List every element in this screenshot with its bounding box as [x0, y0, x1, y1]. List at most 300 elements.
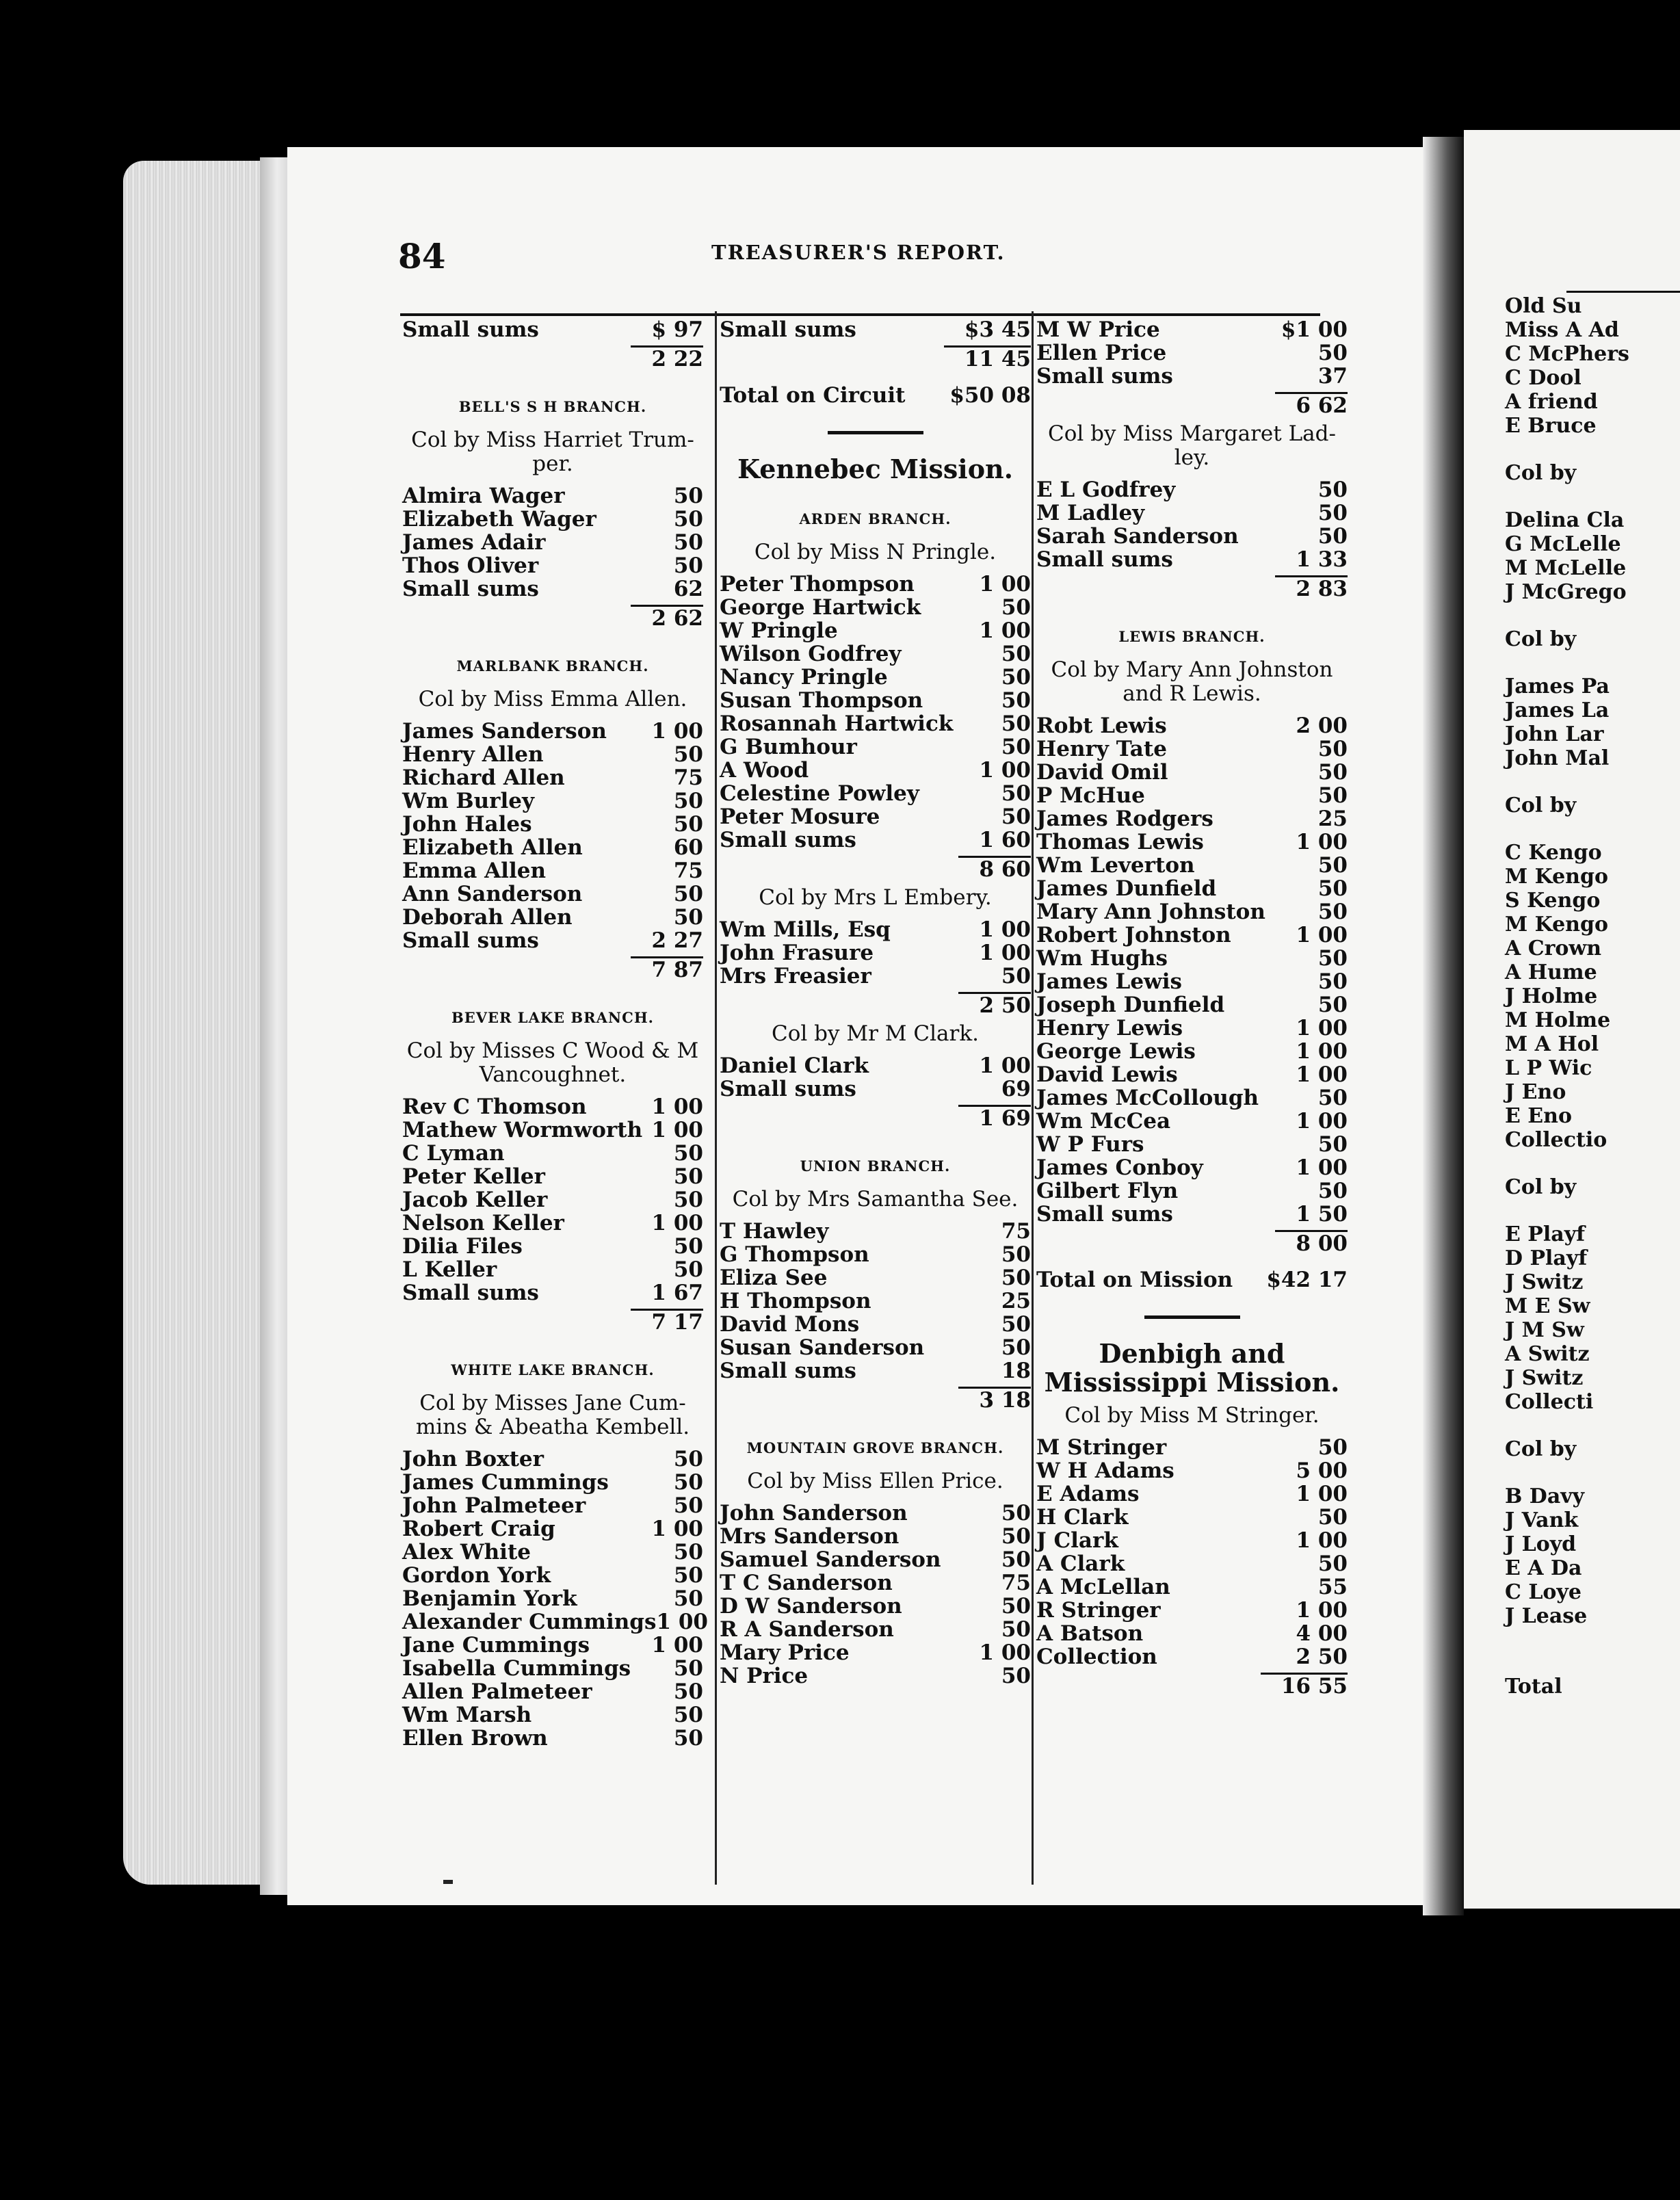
ledger-row [402, 1657, 703, 1680]
entry-amount: 50 [1001, 665, 1031, 690]
ledger-row [402, 1095, 703, 1118]
ledger-row [1036, 947, 1348, 970]
ledger-row [402, 1634, 703, 1657]
right-page-line: Collecti [1505, 1390, 1594, 1414]
entry-name: Wm Mills, Esq [720, 917, 891, 942]
subtotal-amount: 7 17 [631, 1309, 703, 1335]
entry-amount: 62 [673, 577, 703, 601]
right-page-line: L P Wic [1505, 1056, 1592, 1080]
ledger-row [720, 712, 1031, 735]
ledger-row [402, 1703, 703, 1727]
entry-name: Henry Lewis [1036, 1016, 1183, 1040]
entry-amount: 1 00 [651, 1517, 703, 1541]
ledger-row [402, 1517, 703, 1541]
right-page-line: C Loye [1505, 1580, 1581, 1604]
ledger-row [402, 1494, 703, 1517]
ledger-row [1036, 501, 1348, 525]
right-page-line: J Vank [1505, 1508, 1579, 1532]
entry-amount: 1 00 [1296, 1528, 1348, 1553]
ledger-row [402, 766, 703, 789]
right-page-line: E Bruce [1505, 414, 1597, 438]
entry-amount: $42 17 [1266, 1268, 1348, 1292]
ledger-row [1036, 1575, 1348, 1599]
entry-amount: 1 00 [1296, 923, 1348, 947]
column-2 [720, 318, 1031, 1688]
ledger-row [1036, 737, 1348, 761]
mission-heading: Kennebec Mission. [737, 454, 1013, 484]
entry-amount: 75 [673, 765, 703, 790]
entry-name: R A Sanderson [720, 1617, 894, 1642]
entry-amount: 50 [673, 1493, 703, 1518]
entry-name: John Sanderson [720, 1501, 908, 1525]
subtotal-amount: 1 69 [958, 1105, 1031, 1131]
collector-line: Col by Mrs Samantha See. [732, 1187, 1019, 1212]
entry-name: M Ladley [1036, 501, 1145, 525]
entry-name: Peter Keller [402, 1164, 545, 1189]
right-page-line: Col by [1505, 1175, 1577, 1199]
entry-amount: 1 00 [979, 758, 1031, 783]
entry-amount: 50 [1317, 783, 1348, 808]
entry-amount: 25 [1001, 1289, 1031, 1313]
right-page-line: Old Su [1505, 294, 1582, 318]
collector-line: Col by Mrs L Embery. [759, 885, 992, 910]
right-page-line: Miss A Ad [1505, 318, 1619, 342]
entry-amount: 50 [1317, 946, 1348, 971]
entry-name: A McLellan [1036, 1575, 1170, 1599]
entry-amount: 1 00 [979, 917, 1031, 942]
right-page-line: C Dool [1505, 366, 1581, 390]
entry-amount: 50 [1001, 1524, 1031, 1549]
entry-name: David Mons [720, 1312, 860, 1337]
entry-amount: 4 00 [1296, 1621, 1348, 1646]
subtotal-row [720, 852, 1031, 882]
ledger-row [1036, 970, 1348, 993]
entry-amount: 2 50 [1296, 1645, 1348, 1669]
entry-amount: 1 00 [1296, 1598, 1348, 1623]
ledger-row [1036, 525, 1348, 548]
entry-amount: 1 00 [1296, 1039, 1348, 1064]
entry-name: E L Godfrey [1036, 477, 1176, 502]
subtotal-row [1036, 1226, 1348, 1256]
entry-amount: 50 [673, 1141, 703, 1166]
entry-name: Small sums [720, 828, 856, 852]
entry-name: John Frasure [720, 941, 874, 965]
ledger-row [402, 1680, 703, 1703]
subtotal-row [720, 341, 1031, 371]
entry-name: Joseph Dunfield [1036, 993, 1225, 1017]
ledger-row [720, 689, 1031, 712]
section-rule [828, 431, 923, 434]
subtotal-amount: 16 55 [1261, 1673, 1348, 1699]
entry-name: Thos Oliver [402, 553, 539, 578]
ledger-row [1036, 1086, 1348, 1110]
ledger-row [720, 666, 1031, 689]
branch-heading: MOUNTAIN GROVE BRANCH. [746, 1439, 1004, 1456]
entry-amount: $3 45 [964, 317, 1031, 342]
entry-name: Mathew Wormworth [402, 1118, 643, 1142]
entry-amount: 50 [1317, 341, 1348, 365]
ledger-row [1036, 1110, 1348, 1133]
ledger-row [1036, 318, 1348, 341]
entry-name: Jane Cummings [402, 1633, 590, 1658]
ledger-row [402, 1587, 703, 1610]
entry-amount: 50 [1317, 876, 1348, 901]
subtotal-row [720, 988, 1031, 1018]
entry-name: David Omil [1036, 760, 1168, 785]
right-page-line: G McLelle [1505, 532, 1621, 556]
entry-name: Allen Palmeteer [402, 1679, 592, 1704]
subtotal-row [402, 952, 703, 982]
entry-name: Rev C Thomson [402, 1095, 587, 1119]
entry-name: A Batson [1036, 1621, 1144, 1646]
entry-amount: 50 [1317, 524, 1348, 549]
entry-name: Robert Craig [402, 1517, 555, 1541]
entry-amount: 50 [673, 1164, 703, 1189]
ink-mark [443, 1880, 453, 1884]
spacer [1505, 770, 1629, 794]
entry-name: Benjamin York [402, 1586, 577, 1611]
ledger-row [720, 318, 1031, 341]
entry-amount: $50 08 [949, 383, 1031, 408]
entry-amount: 50 [1001, 595, 1031, 620]
collector-line: Col by Miss Ellen Price. [747, 1469, 1003, 1493]
ledger-row [402, 1212, 703, 1235]
entry-name: John Hales [402, 812, 532, 837]
ledger-row [402, 1235, 703, 1258]
entry-name: Emma Allen [402, 859, 546, 883]
ledger-row [402, 813, 703, 836]
entry-amount: 50 [673, 905, 703, 930]
entry-amount: 50 [673, 1586, 703, 1611]
subtotal-row [1036, 571, 1348, 601]
entry-amount: 50 [673, 1257, 703, 1282]
entry-name: T C Sanderson [720, 1571, 893, 1595]
subtotal-row [1036, 1668, 1348, 1699]
entry-amount: 50 [1001, 1266, 1031, 1290]
subtotal-amount: 2 83 [1275, 575, 1348, 601]
entry-amount: 50 [1317, 1551, 1348, 1576]
subtotal-amount: 3 18 [958, 1387, 1031, 1413]
ledger-row [720, 642, 1031, 666]
entry-amount: 75 [1001, 1571, 1031, 1595]
entry-name: Small sums [402, 1281, 539, 1305]
ledger-row [1036, 761, 1348, 784]
entry-name: Gordon York [402, 1563, 551, 1588]
entry-name: Robert Johnston [1036, 923, 1231, 947]
spacer [1505, 1628, 1629, 1651]
ledger-row [402, 836, 703, 859]
entry-name: Rosannah Hartwick [720, 711, 954, 736]
entry-name: James Sanderson [402, 719, 607, 744]
entry-name: Gilbert Flyn [1036, 1179, 1179, 1203]
entry-name: Wm McCea [1036, 1109, 1171, 1134]
ledger-row [720, 1243, 1031, 1266]
subtotal-amount: 2 50 [958, 992, 1031, 1018]
spacer [1505, 1414, 1629, 1437]
entry-name: Elizabeth Wager [402, 507, 596, 532]
spacer [1505, 1461, 1629, 1484]
entry-name: James Lewis [1036, 969, 1182, 994]
entry-amount: 50 [673, 1188, 703, 1212]
entry-amount: 37 [1317, 364, 1348, 389]
entry-name: M W Price [1036, 317, 1160, 342]
branch-heading: MARLBANK BRANCH. [456, 657, 649, 675]
entry-amount: 50 [1317, 760, 1348, 785]
ledger-row [402, 577, 703, 601]
entry-amount: 1 00 [651, 719, 703, 744]
collector-line: Col by Miss Harriet Trum-per. [411, 428, 694, 476]
ledger-row [720, 1502, 1031, 1525]
entry-name: Small sums [720, 317, 856, 342]
subtotal-amount: 8 60 [958, 856, 1031, 882]
entry-name: Daniel Clark [720, 1053, 869, 1078]
entry-amount: 50 [1001, 781, 1031, 806]
entry-name: Collection [1036, 1645, 1157, 1669]
total-row [1036, 1268, 1348, 1292]
running-head: TREASURER'S REPORT. [711, 241, 1006, 264]
ledger-row [1036, 807, 1348, 830]
spacer [1505, 604, 1629, 627]
ledger-row [402, 789, 703, 813]
ledger-row [720, 1641, 1031, 1664]
entry-amount: 50 [673, 484, 703, 508]
ledger-row [402, 1564, 703, 1587]
entry-name: John Boxter [402, 1447, 544, 1471]
entry-amount: 50 [673, 1447, 703, 1471]
right-page-line: John Lar [1505, 722, 1604, 746]
entry-name: Small sums [402, 317, 539, 342]
entry-name: Peter Thompson [720, 572, 915, 597]
right-page-line: A Hume [1505, 960, 1597, 984]
entry-amount: 1 00 [656, 1610, 708, 1634]
right-page-line: Col by [1505, 627, 1577, 651]
ledger-row [402, 484, 703, 508]
ledger-row [402, 318, 703, 341]
entry-name: Deborah Allen [402, 905, 573, 930]
ledger-row [1036, 714, 1348, 737]
entry-amount: 1 00 [1296, 1155, 1348, 1180]
entry-name: Robt Lewis [1036, 713, 1167, 738]
entry-name: Celestine Powley [720, 781, 919, 806]
spacer [1505, 485, 1629, 508]
entry-name: Small sums [1036, 364, 1173, 389]
ledger-row [720, 1289, 1031, 1313]
entry-amount: 50 [1001, 1335, 1031, 1360]
ledger-row [402, 929, 703, 952]
entry-amount: 25 [1317, 807, 1348, 831]
right-page-line: C McPhers [1505, 342, 1629, 366]
entry-name: James Dunfield [1036, 876, 1217, 901]
entry-amount: $1 00 [1281, 317, 1348, 342]
ledger-row [402, 906, 703, 929]
collector-line: Col by Misses C Wood & M Vancoughnet. [406, 1038, 699, 1087]
entry-amount: 1 00 [979, 572, 1031, 597]
entry-name: Wm Marsh [402, 1703, 532, 1727]
entry-amount: 1 00 [1296, 830, 1348, 854]
entry-name: Small sums [402, 928, 539, 953]
right-page-line: E Playf [1505, 1222, 1586, 1246]
ledger-row [720, 1548, 1031, 1571]
right-page-line: J Eno [1505, 1080, 1566, 1104]
entry-name: Mary Ann Johnston [1036, 900, 1265, 924]
entry-amount: 50 [673, 1679, 703, 1704]
total-row [720, 384, 1031, 408]
entry-name: R Stringer [1036, 1598, 1161, 1623]
subtotal-amount: 7 87 [631, 956, 703, 982]
ledger-row [402, 1471, 703, 1494]
ledger-row [402, 1188, 703, 1212]
entry-name: Ellen Price [1036, 341, 1167, 365]
right-page-line: M McLelle [1505, 556, 1627, 580]
spacer [1505, 438, 1629, 461]
branch-heading: ARDEN BRANCH. [799, 510, 951, 527]
entry-amount: 50 [1001, 1501, 1031, 1525]
ledger-row [720, 1618, 1031, 1641]
right-page-line: D Playf [1505, 1246, 1588, 1270]
entry-amount: $ 97 [651, 317, 703, 342]
subtotal-row [720, 1383, 1031, 1413]
ledger-row [1036, 1156, 1348, 1179]
ledger-row [1036, 1203, 1348, 1226]
ledger-row [402, 1165, 703, 1188]
entry-name: Small sums [1036, 547, 1173, 572]
entry-amount: 55 [1317, 1575, 1348, 1599]
ledger-row [1036, 365, 1348, 388]
entry-amount: 50 [673, 507, 703, 532]
ledger-row [720, 918, 1031, 941]
ledger-row [1036, 877, 1348, 900]
entry-amount: 50 [1001, 1594, 1031, 1619]
subtotal-amount: 8 00 [1275, 1230, 1348, 1256]
entry-amount: 50 [1317, 477, 1348, 502]
ledger-row [720, 573, 1031, 596]
ledger-row [1036, 1506, 1348, 1529]
entry-amount: 5 00 [1296, 1458, 1348, 1483]
entry-name: Jacob Keller [402, 1188, 548, 1212]
ledger-row [402, 508, 703, 531]
entry-amount: 1 67 [651, 1281, 703, 1305]
entry-name: Mrs Freasier [720, 964, 871, 988]
ledger-row [402, 1448, 703, 1471]
ledger-row [1036, 1622, 1348, 1645]
ledger-row [720, 1595, 1031, 1618]
entry-amount: 18 [1001, 1359, 1031, 1383]
entry-amount: 50 [1317, 501, 1348, 525]
entry-name: L Keller [402, 1257, 497, 1282]
right-page-line: J Switz [1505, 1270, 1584, 1294]
subtotal-amount: 2 62 [631, 605, 703, 631]
ledger-row [720, 1359, 1031, 1383]
entry-name: Nancy Pringle [720, 665, 888, 690]
header-rule [400, 313, 1320, 316]
ledger-row [720, 941, 1031, 965]
entry-amount: 50 [1001, 1312, 1031, 1337]
right-page-line: Delina Cla [1505, 508, 1625, 532]
entry-name: Richard Allen [402, 765, 565, 790]
mission-heading: Denbigh and Mississippi Mission. [1044, 1338, 1340, 1398]
right-page-line: Collectio [1505, 1128, 1607, 1152]
entry-name: M Stringer [1036, 1435, 1167, 1460]
entry-name: Henry Tate [1036, 737, 1167, 761]
right-page-line: E Eno [1505, 1104, 1572, 1128]
ledger-row [1036, 1645, 1348, 1668]
entry-amount: 1 60 [979, 828, 1031, 852]
right-page-line: J McGrego [1505, 580, 1627, 604]
entry-amount: 50 [1317, 1435, 1348, 1460]
ledger-row [720, 759, 1031, 782]
entry-amount: 1 00 [651, 1118, 703, 1142]
right-page-line: M A Hol [1505, 1032, 1599, 1056]
entry-amount: 50 [1317, 993, 1348, 1017]
ledger-row [1036, 1040, 1348, 1063]
column-divider-1 [715, 311, 717, 1885]
entry-amount: 50 [673, 812, 703, 837]
right-page-line: James La [1505, 698, 1610, 722]
right-page-header-rule [1566, 291, 1680, 293]
right-page-line: S Kengo [1505, 889, 1601, 913]
ledger-row [402, 1142, 703, 1165]
entry-name: Ellen Brown [402, 1726, 548, 1751]
entry-amount: 50 [1317, 900, 1348, 924]
entry-amount: 50 [673, 882, 703, 906]
entry-amount: 50 [1001, 711, 1031, 736]
entry-name: H Thompson [720, 1289, 871, 1313]
entry-amount: 50 [1001, 804, 1031, 829]
entry-amount: 1 00 [979, 1640, 1031, 1665]
right-page-line: M Kengo [1505, 865, 1608, 889]
subtotal-row [402, 601, 703, 631]
entry-amount: 50 [1001, 964, 1031, 988]
ledger-row [1036, 924, 1348, 947]
entry-name: Almira Wager [402, 484, 565, 508]
entry-amount: 50 [1001, 1617, 1031, 1642]
ledger-row [720, 828, 1031, 852]
ledger-row [402, 1727, 703, 1750]
branch-heading: UNION BRANCH. [800, 1157, 951, 1175]
entry-amount: 2 00 [1296, 713, 1348, 738]
entry-name: E Adams [1036, 1482, 1140, 1506]
ledger-row [1036, 548, 1348, 571]
ledger-row [1036, 1179, 1348, 1203]
entry-name: Sarah Sanderson [1036, 524, 1239, 549]
entry-amount: 50 [1001, 1664, 1031, 1688]
entry-name: H Clark [1036, 1505, 1129, 1530]
column-1 [402, 317, 708, 1751]
collector-line: Col by Misses Jane Cum-mins & Abeatha Kembell. [415, 1391, 690, 1439]
ledger-row [720, 1571, 1031, 1595]
right-page-line: J M Sw [1505, 1318, 1584, 1342]
entry-name: Eliza See [720, 1266, 828, 1290]
subtotal-amount: 2 22 [631, 345, 703, 371]
entry-name: P McHue [1036, 783, 1145, 808]
ledger-row [1036, 1482, 1348, 1506]
spacer [1505, 651, 1629, 675]
subtotal-amount: 11 45 [944, 345, 1031, 371]
collector-line: Col by Miss M Stringer. [1064, 1403, 1320, 1428]
entry-name: Alex White [402, 1540, 531, 1564]
right-page-line: M Kengo [1505, 913, 1608, 937]
right-page-line: Col by [1505, 1437, 1577, 1461]
entry-name: Small sums [720, 1359, 856, 1383]
entry-amount: 50 [1317, 1179, 1348, 1203]
branch-heading: BELL'S S H BRANCH. [458, 398, 647, 415]
entry-amount: 1 00 [651, 1633, 703, 1658]
right-page-line: Col by [1505, 461, 1577, 485]
entry-name: David Lewis [1036, 1062, 1178, 1087]
entry-name: James Rodgers [1036, 807, 1213, 831]
right-page-line: J Lease [1505, 1604, 1588, 1628]
ledger-row [1036, 1017, 1348, 1040]
